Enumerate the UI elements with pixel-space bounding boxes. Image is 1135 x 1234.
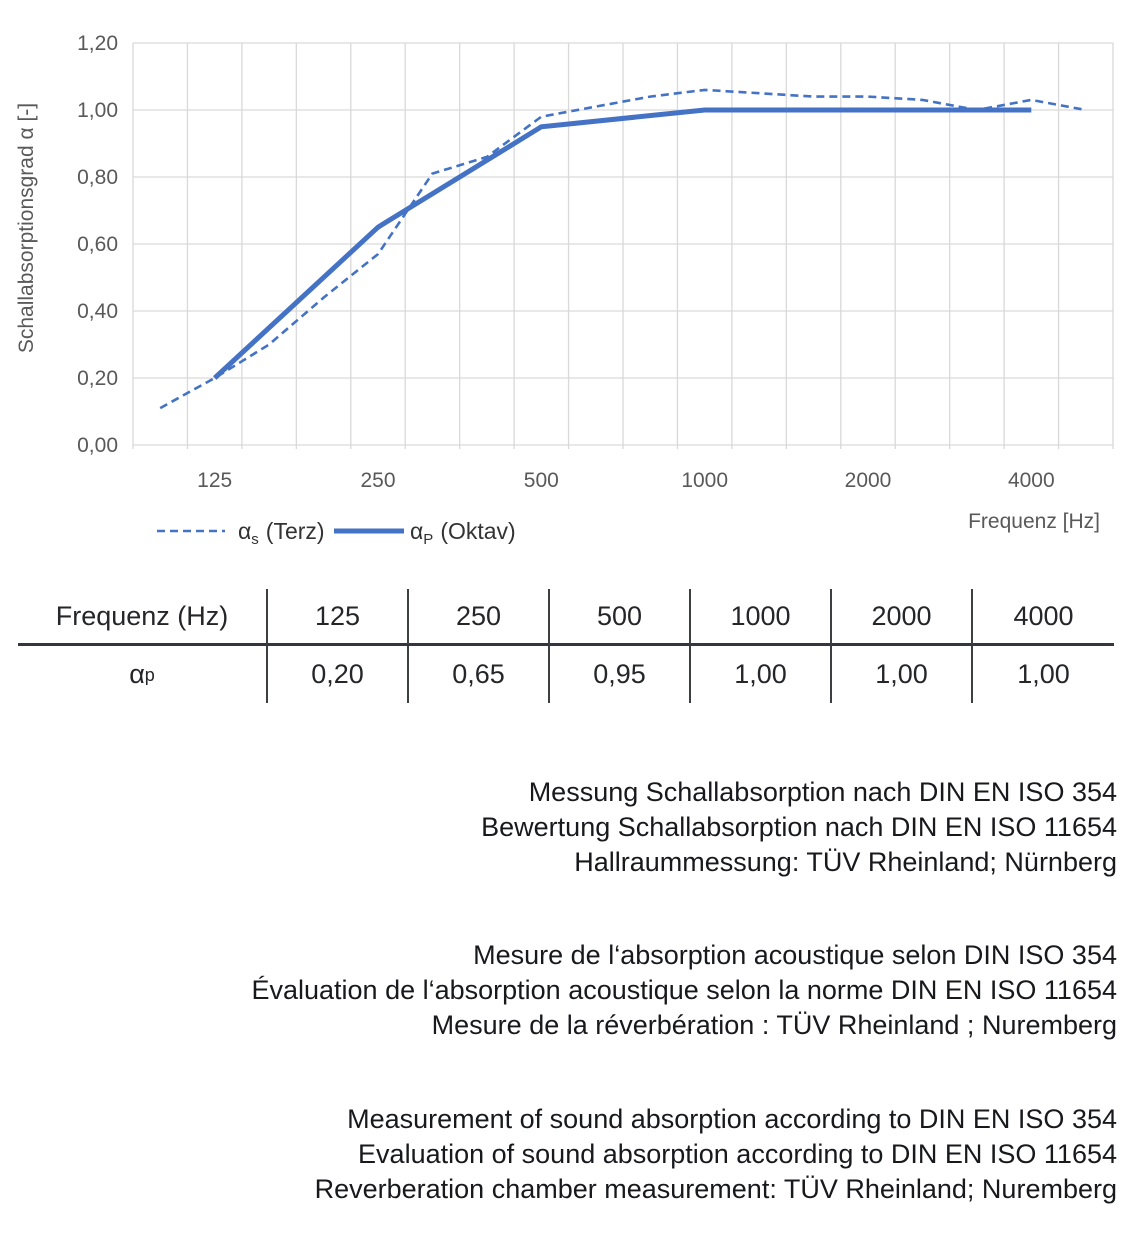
- table-header-1000: 1000: [691, 589, 832, 646]
- legend-label-oktav: $\alpha_P$ (Oktav): [410, 518, 516, 548]
- alpha-symbol: α: [129, 659, 145, 689]
- chart-grid: [133, 43, 1113, 449]
- table-value-1000: 1,00: [691, 646, 832, 703]
- note-line: Mesure de l‘absorption acoustique selon DIN ISO 354: [473, 940, 1117, 970]
- y-tick-label: 0,60: [77, 233, 118, 256]
- note-line: Évaluation de l‘absorption acoustique selon la norme DIN EN ISO 11654: [251, 975, 1117, 1005]
- x-tick-label: 125: [197, 469, 233, 492]
- note-line: Mesure de la réverbération : TÜV Rheinland ; Nuremberg: [431, 1010, 1117, 1040]
- legend-label-terz: $\alpha_s$ (Terz): [238, 518, 325, 548]
- table-value-500: 0,95: [550, 646, 691, 703]
- frequency-table: [18, 589, 1114, 703]
- x-tick-label: 500: [523, 469, 559, 492]
- x-tick-label: 250: [360, 469, 396, 492]
- table-value-250: 0,65: [409, 646, 550, 703]
- y-tick-label: 1,20: [77, 32, 118, 55]
- chart-legend: [157, 518, 516, 548]
- y-tick-label: 1,00: [77, 99, 118, 122]
- note-german: [17, 775, 1117, 880]
- note-french: [17, 938, 1117, 1043]
- y-tick-label: 0,20: [77, 367, 118, 390]
- note-line: Reverberation chamber measurement: TÜV Rheinland; Nuremberg: [314, 1174, 1117, 1204]
- note-line: Measurement of sound absorption according to DIN EN ISO 354: [347, 1104, 1117, 1134]
- y-tick-label: 0,80: [77, 166, 118, 189]
- table-value-125: 0,20: [268, 646, 409, 703]
- note-line: Messung Schallabsorption nach DIN EN ISO 354: [528, 777, 1117, 807]
- absorption-chart: [0, 0, 1135, 560]
- x-tick-label: 2000: [844, 469, 892, 492]
- note-line: Bewertung Schallabsorption nach DIN EN ISO 11654: [481, 812, 1117, 842]
- table-value-2000: 1,00: [832, 646, 973, 703]
- y-axis-title: Schallabsorptionsgrad α [-]: [15, 102, 38, 354]
- x-tick-label: 4000: [1007, 469, 1055, 492]
- note-line: Evaluation of sound absorption according to DIN EN ISO 11654: [358, 1139, 1117, 1169]
- table-value-4000: 1,00: [1017, 659, 1070, 689]
- chart-axis-labels: [77, 32, 1055, 492]
- table-header-2000: 2000: [832, 589, 973, 646]
- note-english: [17, 1102, 1117, 1207]
- table-header-250: 250: [409, 589, 550, 646]
- table-row-label: α p: [18, 646, 268, 703]
- y-tick-label: 0,00: [77, 434, 118, 457]
- table-header-125: 125: [268, 589, 409, 646]
- x-axis-title: Frequenz [Hz]: [968, 510, 1100, 533]
- x-tick-label: 1000: [681, 469, 729, 492]
- table-header-frequenz: Frequenz (Hz): [18, 589, 268, 646]
- table-header-4000: 4000: [973, 589, 1114, 646]
- note-line: Hallraummessung: TÜV Rheinland; Nürnberg: [574, 847, 1117, 877]
- table-header-500: 500: [550, 589, 691, 646]
- y-tick-label: 0,40: [77, 300, 118, 323]
